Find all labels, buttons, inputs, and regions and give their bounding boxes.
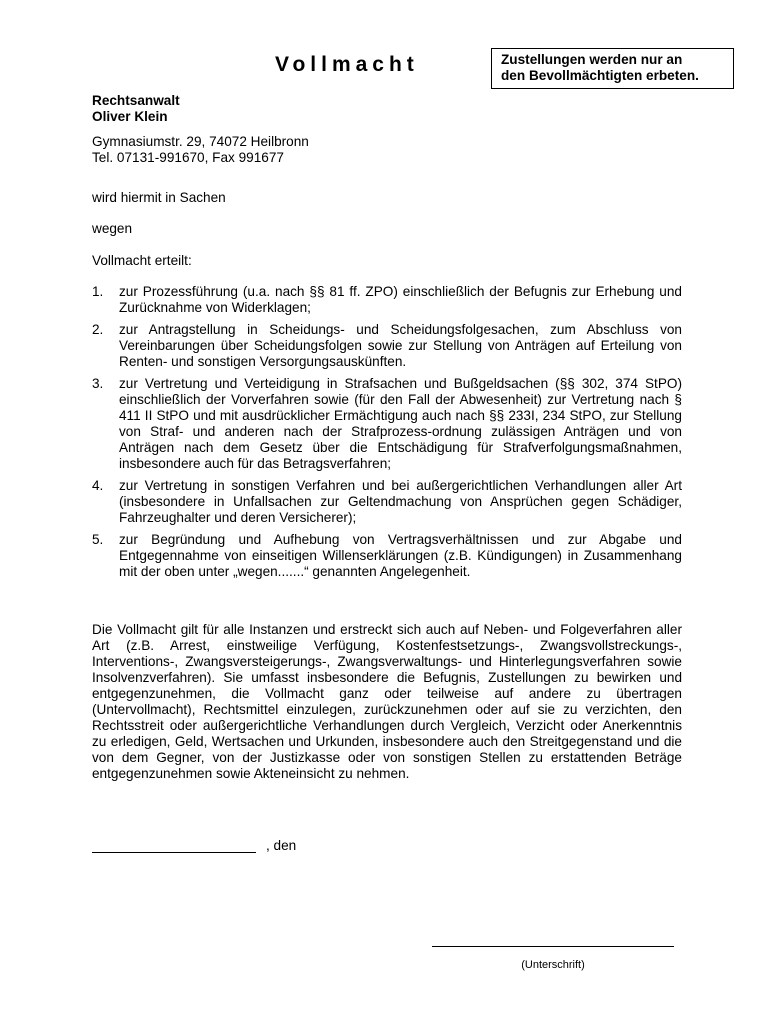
list-item-text: zur Vertretung in sonstigen Verfahren und bei außergerichtlichen Verhandlungen aller Art (insbesondere in Unfallsachen zur Geltendmachung von Ansprüchen gegen Schädiger, Fahrzeughalter und deren Versicherer); bbox=[119, 478, 682, 525]
list-item-number: 1. bbox=[92, 284, 104, 299]
notice-line-2: den Bevollmächtigten erbeten. bbox=[501, 68, 699, 83]
list-item bbox=[92, 322, 682, 370]
list-item bbox=[92, 532, 682, 580]
list-item bbox=[92, 376, 682, 472]
lawyer-role: Rechtsanwalt bbox=[92, 93, 180, 108]
list-item-number: 5. bbox=[92, 532, 104, 547]
list-item-number: 4. bbox=[92, 478, 104, 493]
powers-list bbox=[92, 284, 682, 586]
lawyer-address: Gymnasiumstr. 29, 74072 Heilbronn bbox=[92, 134, 309, 149]
document-title: Vollmacht bbox=[275, 53, 419, 76]
lawyer-name: Oliver Klein bbox=[92, 109, 168, 124]
notice-line-1: Zustellungen werden nur an bbox=[501, 52, 683, 67]
signature-line[interactable] bbox=[432, 946, 674, 947]
vollmacht-erteilt-line: Vollmacht erteilt: bbox=[92, 253, 192, 268]
lawyer-contact bbox=[92, 134, 682, 166]
list-item bbox=[92, 284, 682, 316]
delivery-notice-box bbox=[491, 48, 734, 89]
list-item-text: zur Begründung und Aufhebung von Vertragsverhältnissen und zur Abgabe und Entgegennahme von einseitigen Willenserklärungen (z.B. Kündigungen) in Zusammenhang mit der oben unter „wegen.......“ genannten Angelegenheit. bbox=[119, 532, 682, 579]
list-item-text: zur Vertretung und Verteidigung in Strafsachen und Bußgeldsachen (§§ 302, 374 StPO) einschließlich der Vorverfahren sowie (für den Fall der Abwesenheit) zur Vertretung nach § 411 II StPO und mit ausdrücklicher Ermächtigung auch nach §§ 233I, 234 StPO, zur Stellung von Straf- und anderen nach der Strafprozess-ordnung zulässigen Anträgen und von Anträgen nach dem Gesetz über die Entschädigung für Strafverfolgungsmaßnahmen, insbesondere auch für das Betragsverfahren; bbox=[119, 376, 682, 471]
scope-paragraph: Die Vollmacht gilt für alle Instanzen und erstreckt sich auch auf Neben- und Folgeverfahren aller Art (z.B. Arrest, einstweilige Verfügung, Kostenfestsetzungs-, Zwangsvollstreckungs-, Interventions-, Zwangsversteigerungs-, Zwangsverwaltungs- und Hinterlegungsverfahren sowie Insolvenzverfahren). Sie umfasst insbesondere die Befugnis, Zustellungen zu bewirken und entgegenzunehmen, die Vollmacht ganz oder teilweise auf andere zu übertragen (Untervollmacht), Rechtsmittel einzulegen, zurückzunehmen oder auf sie zu verzichten, den Rechtsstreit oder außergerichtliche Verhandlungen durch Vergleich, Verzicht oder Anerkenntnis zu erledigen, Geld, Wertsachen und Urkunden, insbesondere auch den Streitgegenstand und die von dem Gegner, von der Justizkasse oder von sonstigen Stellen zu erstattenden Beträge entgegenzunehmen sowie Akteneinsicht zu nehmen. bbox=[92, 622, 682, 781]
list-item-text: zur Antragstellung in Scheidungs- und Scheidungsfolgesachen, zum Abschluss von Vereinbarungen über Scheidungsfolgen sowie zur Stellung von Anträgen auf Erteilung von Renten- und sonstigen Versorgungsauskünften. bbox=[119, 322, 682, 369]
list-item-number: 2. bbox=[92, 322, 104, 337]
list-item-text: zur Prozessführung (u.a. nach §§ 81 ff. ZPO) einschließlich der Befugnis zur Erhebung und Zurücknahme von Widerklagen; bbox=[119, 284, 682, 315]
place-date-line[interactable] bbox=[92, 852, 256, 853]
signature-label: (Unterschrift) bbox=[521, 959, 585, 971]
list-item bbox=[92, 478, 682, 526]
lawyer-header bbox=[92, 93, 682, 125]
sachen-line: wird hiermit in Sachen bbox=[92, 190, 226, 205]
place-date-suffix: , den bbox=[266, 838, 297, 853]
wegen-line: wegen bbox=[92, 221, 133, 236]
list-item-number: 3. bbox=[92, 376, 104, 391]
lawyer-phone: Tel. 07131-991670, Fax 991677 bbox=[92, 150, 284, 165]
